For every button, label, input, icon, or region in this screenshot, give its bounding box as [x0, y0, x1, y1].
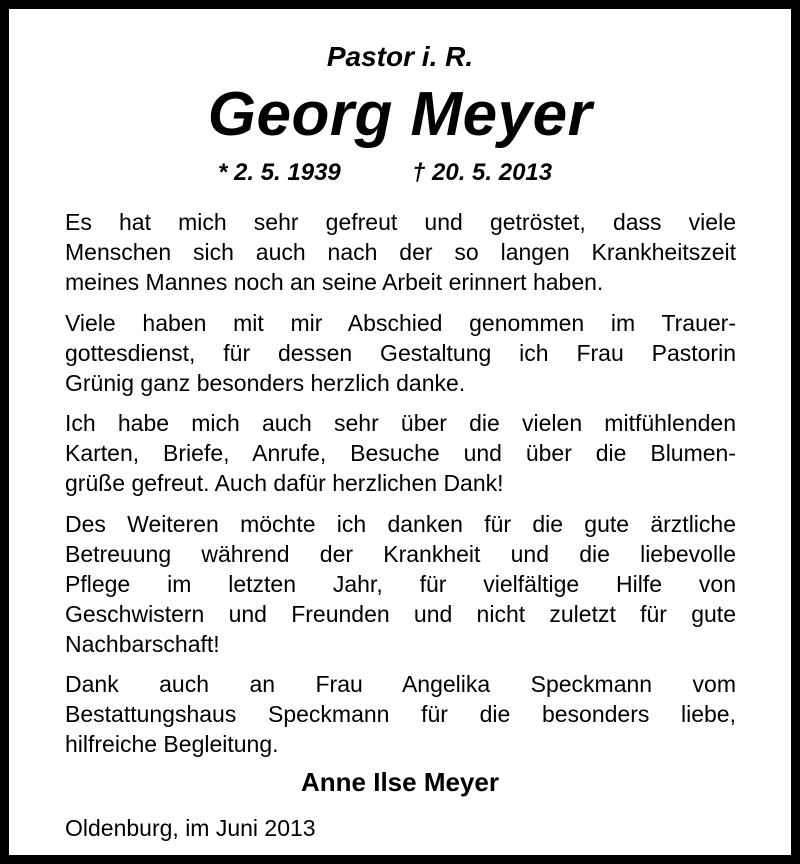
paragraph: [65, 408, 736, 498]
text-line: Grünig ganz besonders herzlich danke.: [65, 369, 466, 396]
text-line: Menschen sich auch nach der so langen Krankheitszeit: [65, 239, 736, 265]
death-date: † 20. 5. 2013: [412, 159, 553, 186]
text-line: gottesdienst, für dessen Gestaltung ich Frau Pastorin: [65, 339, 736, 366]
text-line: Es hat mich sehr gefreut und getröstet, dass viele: [65, 209, 736, 235]
text-line: Ich habe mich auch sehr über die vielen mitfühlenden: [65, 410, 736, 436]
paragraph: [65, 308, 736, 398]
text-line: Des Weiteren möchte ich danken für die gute ärztliche: [65, 510, 736, 537]
text-line: Nachbarschaft!: [65, 630, 220, 657]
text-line: Viele haben mit mir Abschied genommen im Trauer-: [65, 309, 736, 336]
text-line: Pflege im letzten Jahr, für vielfältige Hilfe von: [65, 570, 736, 597]
text-line: Dank auch an Frau Angelika Speckmann vom: [65, 671, 736, 697]
signature: Anne Ilse Meyer: [301, 767, 499, 797]
place-date: Oldenburg, im Juni 2013: [65, 815, 316, 841]
deceased-name: Georg Meyer: [207, 80, 593, 149]
text-line: meines Mannes noch an seine Arbeit erinnert haben.: [65, 269, 604, 295]
paragraph: [65, 207, 736, 297]
text-line: Karten, Briefe, Anrufe, Besuche und über die Blumen-: [65, 440, 736, 466]
title: Pastor i. R.: [326, 41, 474, 72]
text-line: Betreuung während der Krankheit und die liebevolle: [65, 540, 736, 567]
paragraph: [65, 509, 736, 659]
text-line: hilfreiche Begleitung.: [65, 731, 279, 757]
text-line: Bestattungshaus Speckmann für die besonders liebe,: [65, 701, 736, 727]
text-line: Geschwistern und Freunden und nicht zuletzt für gute: [65, 600, 736, 627]
notice-body: [65, 207, 736, 770]
birth-date: * 2. 5. 1939: [218, 159, 341, 186]
text-line: grüße gefreut. Auch dafür herzlichen Dank!: [65, 470, 504, 496]
paragraph: [65, 669, 736, 759]
